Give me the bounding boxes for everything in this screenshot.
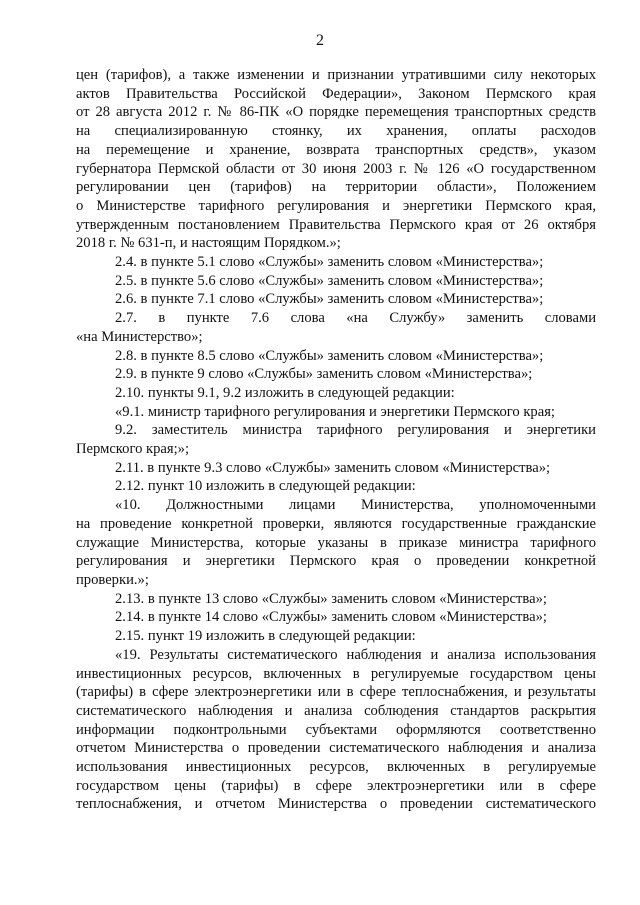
document-body	[76, 66, 596, 814]
text-line: (тарифы) в сфере электроэнергетики или в сфере теплоснабжения, и результаты	[76, 684, 596, 701]
text-line: теплоснабжения, и отчетом Министерства о проведении систематического	[76, 796, 596, 813]
text-line: на проведение конкретной проверки, являются государственные гражданские	[76, 515, 596, 532]
text-line: систематического наблюдения и анализа соблюдения стандартов раскрытия	[76, 702, 596, 719]
paragraph	[76, 627, 596, 646]
text-line: 9.2. заместитель министра тарифного регулирования и энергетики	[115, 422, 596, 439]
paragraph	[76, 496, 596, 590]
text-line: 2018 г. № 631-п, и настоящим Порядком.»;	[76, 235, 341, 252]
text-line: «на Министерство»;	[76, 328, 203, 345]
paragraph	[76, 421, 596, 458]
paragraph	[76, 477, 596, 496]
paragraph	[76, 403, 596, 422]
text-line: 2.5. в пункте 5.6 слово «Службы» заменить словом «Министерства»;	[115, 272, 544, 289]
paragraph	[76, 66, 596, 253]
text-line: о Министерстве тарифного регулирования и энергетики Пермского края,	[76, 197, 596, 214]
text-line: 2.10. пункты 9.1, 9.2 изложить в следующей редакции:	[115, 384, 455, 401]
paragraph	[76, 309, 596, 346]
page-number: 2	[316, 32, 324, 49]
text-line: Пермского края;»;	[76, 441, 190, 458]
paragraph	[76, 365, 596, 384]
text-line: 2.8. в пункте 8.5 слово «Службы» заменить словом «Министерства»;	[115, 347, 544, 364]
text-line: 2.12. пункт 10 изложить в следующей редакции:	[115, 478, 416, 495]
paragraph	[76, 590, 596, 609]
text-line: проверки.»;	[76, 571, 149, 588]
paragraph	[76, 646, 596, 814]
text-line: государством цены (тарифы) в сфере электроэнергетики или в сфере	[76, 777, 596, 794]
text-line: 2.11. в пункте 9.3 слово «Службы» заменить словом «Министерства»;	[115, 459, 551, 476]
paragraph	[76, 253, 596, 272]
paragraph	[76, 290, 596, 309]
paragraph	[76, 272, 596, 291]
text-line: «10. Должностными лицами Министерства, уполномоченными	[115, 497, 596, 514]
text-line: губернатора Пермской области от 30 июня 2003 г. № 126 «О государственном	[76, 160, 596, 177]
text-line: 2.14. в пункте 14 слово «Службы» заменить словом «Министерства»;	[115, 609, 547, 626]
text-line: использования инвестиционных ресурсов, включенных в регулируемые	[76, 759, 596, 776]
text-line: 2.6. в пункте 7.1 слово «Службы» заменить словом «Министерства»;	[115, 291, 544, 308]
text-line: регулировании цен (тарифов) на территории области», Положением	[76, 179, 596, 196]
text-line: утвержденным постановлением Правительства Пермского края от 26 октября	[76, 216, 596, 233]
paragraph	[76, 459, 596, 478]
text-line: отчетом Министерства о проведении систематического наблюдения и анализа	[76, 740, 596, 757]
text-line: информации подконтрольными субъектами оформляются соответственно	[76, 721, 596, 738]
text-line: 2.9. в пункте 9 слово «Службы» заменить словом «Министерства»;	[115, 366, 533, 383]
paragraph	[76, 347, 596, 366]
text-line: 2.7. в пункте 7.6 слова «на Службу» заменить словами	[115, 310, 596, 327]
text-line: цен (тарифов), а также изменении и признании утратившими силу некоторых	[76, 67, 596, 83]
text-line: 2.15. пункт 19 изложить в следующей редакции:	[115, 628, 416, 645]
text-line: «9.1. министр тарифного регулирования и энергетики Пермского края;	[115, 403, 555, 420]
text-line: от 28 августа 2012 г. № 86-ПК «О порядке перемещения транспортных средств	[76, 104, 596, 121]
text-line: служащие Министерства, которые указаны в приказе министра тарифного	[76, 534, 596, 551]
text-line: на перемещение и хранение, возврата транспортных средств», указом	[76, 141, 596, 158]
text-line: актов Правительства Российской Федерации», Законом Пермского края	[76, 85, 596, 102]
text-line: регулирования и энергетики Пермского края о проведении конкретной	[76, 553, 596, 570]
text-line: на специализированную стоянку, их хранения, оплаты расходов	[76, 123, 596, 140]
text-line: 2.13. в пункте 13 слово «Службы» заменить словом «Министерства»;	[115, 590, 547, 607]
text-line: «19. Результаты систематического наблюдения и анализа использования	[115, 646, 596, 663]
paragraph	[76, 608, 596, 627]
text-line: 2.4. в пункте 5.1 слово «Службы» заменить словом «Министерства»;	[115, 254, 544, 271]
paragraph	[76, 384, 596, 403]
text-line: инвестиционных ресурсов, включенных в регулируемые государством цены	[76, 665, 596, 682]
